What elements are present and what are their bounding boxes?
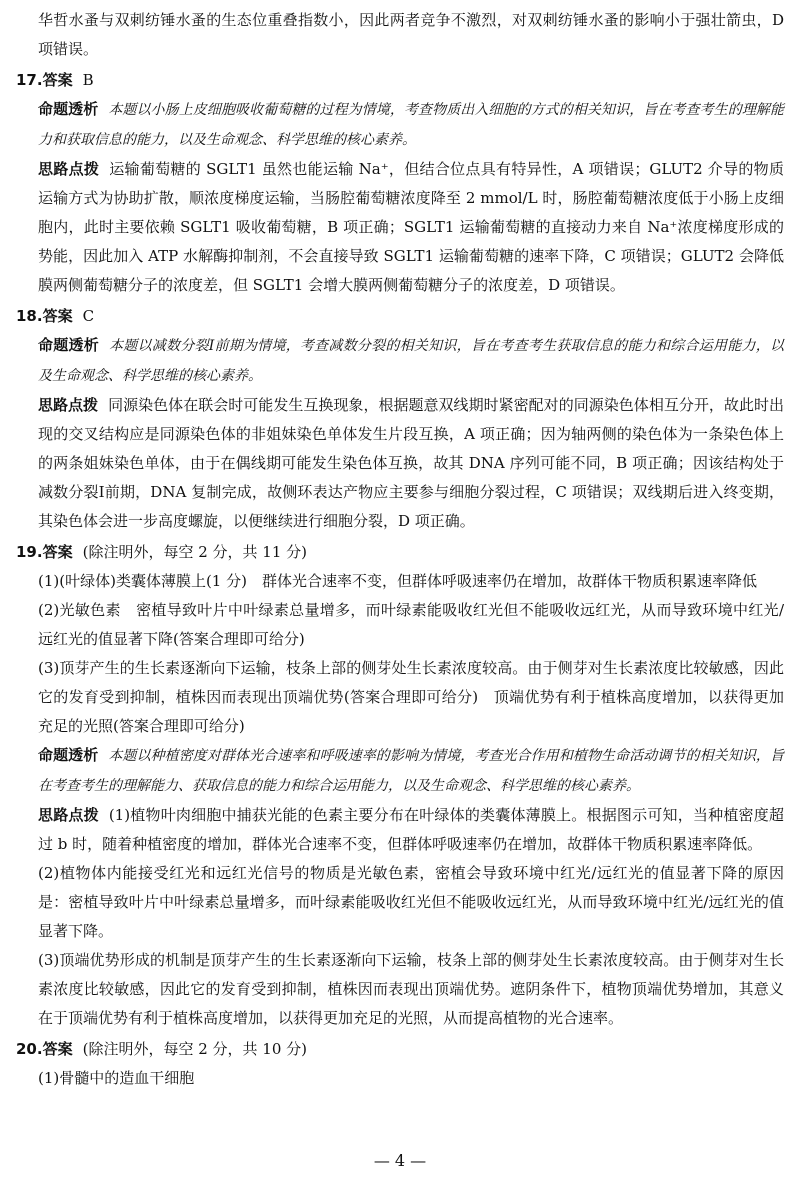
q17-number: 17.: [16, 71, 43, 89]
q18-solution-label: 思路点拨: [38, 396, 99, 414]
q20-number: 20.: [16, 1040, 43, 1058]
page-number: — 4 —: [373, 1151, 427, 1170]
q17-answer: B: [82, 71, 94, 89]
q19-analysis-text: 本题以种植密度对群体光合速率和呼吸速率的影响为情境，考查光合作用和植物生命活动调节的相关知识，旨在考查考生的理解能力、获取信息的能力和综合运用能力，以及生命观念、科学思维的核心素养。: [38, 748, 784, 794]
q19-answer-line: [16, 538, 784, 567]
q19-answer: (除注明外，每空 2 分，共 11 分): [82, 543, 308, 561]
q18-solution: [16, 391, 784, 536]
q17-solution: [16, 155, 784, 300]
q19-solution: [16, 801, 784, 859]
q18-solution-text: 同源染色体在联会时可能发生互换现象，根据题意双线期时紧密配对的同源染色体相互分开，故此时出现的交叉结构应是同源染色体的非姐妹染色单体发生片段互换，A 项正确；因为轴两侧的染色体为一条染色体上的两条姐妹染色单体，由于在偶线期可能发生染色体互换，故其 DNA 序列可能不同，B 项正确；因该结构处于减数分裂Ⅰ前期，DNA 复制完成，故侧环表达产物应主要参与细胞分裂过程，C 项错误；双线期后进入终变期，其染色体会进一步高度螺旋，以便继续进行细胞分裂，D 项正确。: [38, 396, 784, 530]
q18-number: 18.: [16, 307, 43, 325]
q20-answer-1: (1)骨髓中的造血干细胞: [38, 1069, 195, 1087]
q19-analysis-label: 命题透析: [38, 746, 99, 764]
q18-analysis-text: 本题以减数分裂Ⅰ前期为情境，考查减数分裂的相关知识，旨在考查考生获取信息的能力和综合运用能力，以及生命观念、科学思维的核心素养。: [38, 338, 784, 384]
q19-solution-2: (2)植物体内能接受红光和远红光信号的物质是光敏色素，密植会导致环境中红光/远红光的值显著下降的原因是：密植导致叶片中叶绿素总量增多，而叶绿素能吸收红光但不能吸收远红光，从而导致环境中红光/远红光的值显著下降。: [38, 864, 784, 940]
q18-answer-line: [16, 302, 784, 331]
q17-analysis-text: 本题以小肠上皮细胞吸收葡萄糖的过程为情境，考查物质出入细胞的方式的相关知识，旨在考查考生的理解能力和获取信息的能力，以及生命观念、科学思维的核心素养。: [38, 102, 784, 148]
q19-answer-3: (3)顶芽产生的生长素逐渐向下运输，枝条上部的侧芽处生长素浓度较高。由于侧芽对生长素浓度比较敏感，因此它的发育受到抑制，植株因而表现出顶端优势(答案合理即可给分) 顶端优势有利于植株高度增加，以获得更加充足的光照(答案合理即可给分): [38, 659, 784, 735]
q17-answer-label: 答案: [42, 71, 73, 89]
q17-analysis-label: 命题透析: [38, 100, 99, 118]
q19-solution-3: (3)顶端优势形成的机制是顶芽产生的生长素逐渐向下运输，枝条上部的侧芽处生长素浓度较高。由于侧芽对生长素浓度比较敏感，因此它的发育受到抑制，植株因而表现出顶端优势。遮阴条件下，植物顶端优势增加，其意义在于顶端优势有利于植株高度增加，以获得更加充足的光照，从而提高植物的光合速率。: [38, 951, 784, 1027]
q19-answer-2: (2)光敏色素 密植导致叶片中叶绿素总量增多，而叶绿素能吸收红光但不能吸收远红光，从而导致环境中红光/远红光的值显著下降(答案合理即可给分): [38, 601, 784, 648]
q18-answer: C: [82, 307, 95, 325]
q17-analysis: [16, 95, 784, 155]
q19-solution-text-1: (1)植物叶肉细胞中捕获光能的色素主要分布在叶绿体的类囊体薄膜上。根据图示可知，当种植密度超过 b 时，随着种植密度的增加，群体光合速率不变，但群体呼吸速率仍在增加，故群体干物质积累速率降低。: [38, 806, 784, 853]
q20-answer-label: 答案: [42, 1040, 73, 1058]
q19-answer-1: (1)(叶绿体)类囊体薄膜上(1 分) 群体光合速率不变，但群体呼吸速率仍在增加，故群体干物质积累速率降低: [38, 572, 757, 590]
continued-text: 华哲水蚤与双刺纺锤水蚤的生态位重叠指数小，因此两者竞争不激烈，对双刺纺锤水蚤的影响小于强壮箭虫，D 项错误。: [38, 11, 784, 58]
q20-answer: (除注明外，每空 2 分，共 10 分): [82, 1040, 308, 1058]
q19-analysis: [16, 741, 784, 801]
q17-solution-text: 运输葡萄糖的 SGLT1 虽然也能运输 Na⁺，但结合位点具有特异性，A 项错误；GLUT2 介导的物质运输方式为协助扩散，顺浓度梯度运输，当肠腔葡萄糖浓度降至 2 mmol/L 时，肠腔葡萄糖浓度低于小肠上皮细胞内，此时主要依赖 SGLT1 吸收葡萄糖，B 项正确；SGLT1 运输葡萄糖的直接动力来自 Na⁺浓度梯度形成的势能，因此加入 ATP 水解酶抑制剂，不会直接导致 SGLT1 运输葡萄糖的速率下降，C 项错误；GLUT2 会降低膜两侧葡萄糖分子的浓度差，但 SGLT1 会增大膜两侧葡萄糖分子的浓度差，D 项错误。: [38, 160, 784, 294]
q19-answer-label: 答案: [42, 543, 73, 561]
q20-answer-line: [16, 1035, 784, 1064]
q18-answer-label: 答案: [42, 307, 73, 325]
q17-solution-label: 思路点拨: [38, 160, 100, 178]
q19-number: 19.: [16, 543, 43, 561]
q18-analysis-label: 命题透析: [38, 336, 99, 354]
q17-answer-line: [16, 66, 784, 95]
q19-solution-label: 思路点拨: [38, 806, 99, 824]
q18-analysis: [16, 331, 784, 391]
